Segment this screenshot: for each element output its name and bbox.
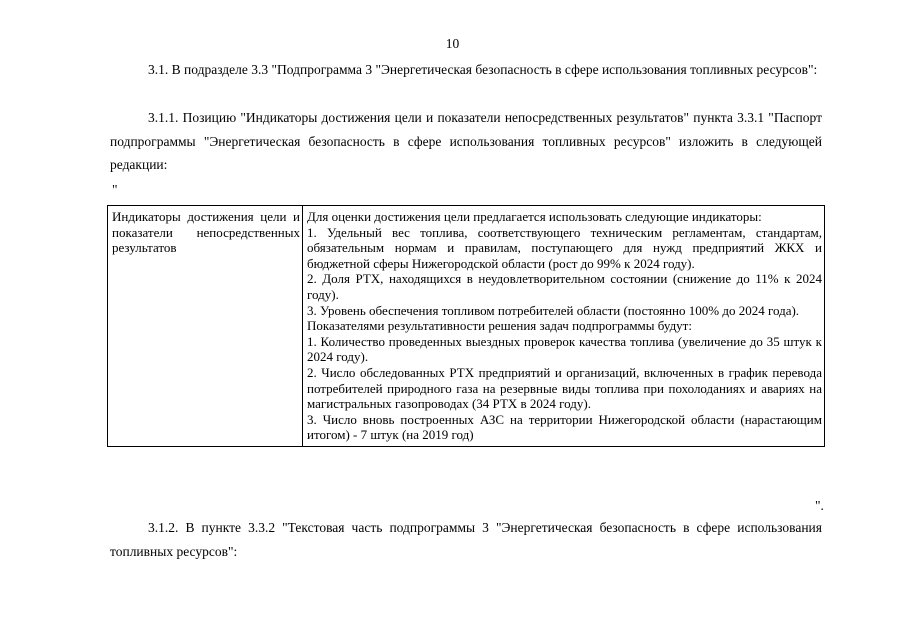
table-row: [108, 206, 825, 447]
section-3-1-text: 3.1. В подразделе 3.3 "Подпрограмма 3 "Энергетическая безопасность в сфере использования топливных ресурсов":: [148, 62, 818, 77]
indicator-label-cell: Индикаторы достижения цели и показатели непосредственных результатов: [108, 206, 303, 447]
indicator-content-cell: [303, 206, 825, 447]
table-line: 3. Число вновь построенных АЗС на территории Нижегородской области (нарастающим итогом) - 7 штук (на 2019 год): [307, 411, 822, 443]
section-3-1-1-text: 3.1.1. Позицию "Индикаторы достижения цели и показатели непосредственных результатов" пункта 3.3.1 "Паспорт подпрограммы "Энергетическая безопасность в сфере использования топливных ресурсов" изложить в следующей редакции:: [110, 110, 822, 172]
section-3-1-2-text: 3.1.2. В пункте 3.3.2 "Текстовая часть подпрограммы 3 "Энергетическая безопасность в сфере использования топливных ресурсов":: [110, 520, 822, 559]
section-3-1-paragraph: [110, 58, 822, 82]
opening-quote: ": [112, 182, 118, 197]
section-3-1-1-paragraph: [110, 106, 822, 177]
table-line: 1. Количество проведенных выездных проверок качества топлива (увеличение до 35 штук к 2024 году).: [307, 333, 822, 365]
table-line: 2. Число обследованных РТХ предприятий и организаций, включенных в график перевода потребителей природного газа на резервные виды топлива при похолоданиях и авариях на магистральных газопроводах (34 РТХ в 2024 году).: [307, 364, 822, 412]
closing-quote: ".: [815, 498, 824, 513]
page-number: 10: [445, 36, 460, 51]
section-3-1-2-paragraph: [110, 516, 822, 563]
table-line: Для оценки достижения цели предлагается использовать следующие индикаторы:: [307, 209, 762, 224]
table-line: 1. Удельный вес топлива, соответствующего техническим регламентам, стандартам, обязательным нормам и правилам, поступающего для нужд предприятий ЖКХ и бюджетной сферы Нижегородской области (рост до 99% к 2024 году).: [307, 224, 822, 271]
table-line: 3. Уровень обеспечения топливом потребителей области (постоянно 100% до 2024 года).: [307, 302, 800, 318]
table-line: 2. Доля РТХ, находящихся в неудовлетворительном состоянии (снижение до 11% к 2024 году).: [307, 271, 822, 302]
passport-table: [107, 205, 825, 447]
table-line: Показателями результативности решения задач подпрограммы будут:: [307, 318, 692, 334]
